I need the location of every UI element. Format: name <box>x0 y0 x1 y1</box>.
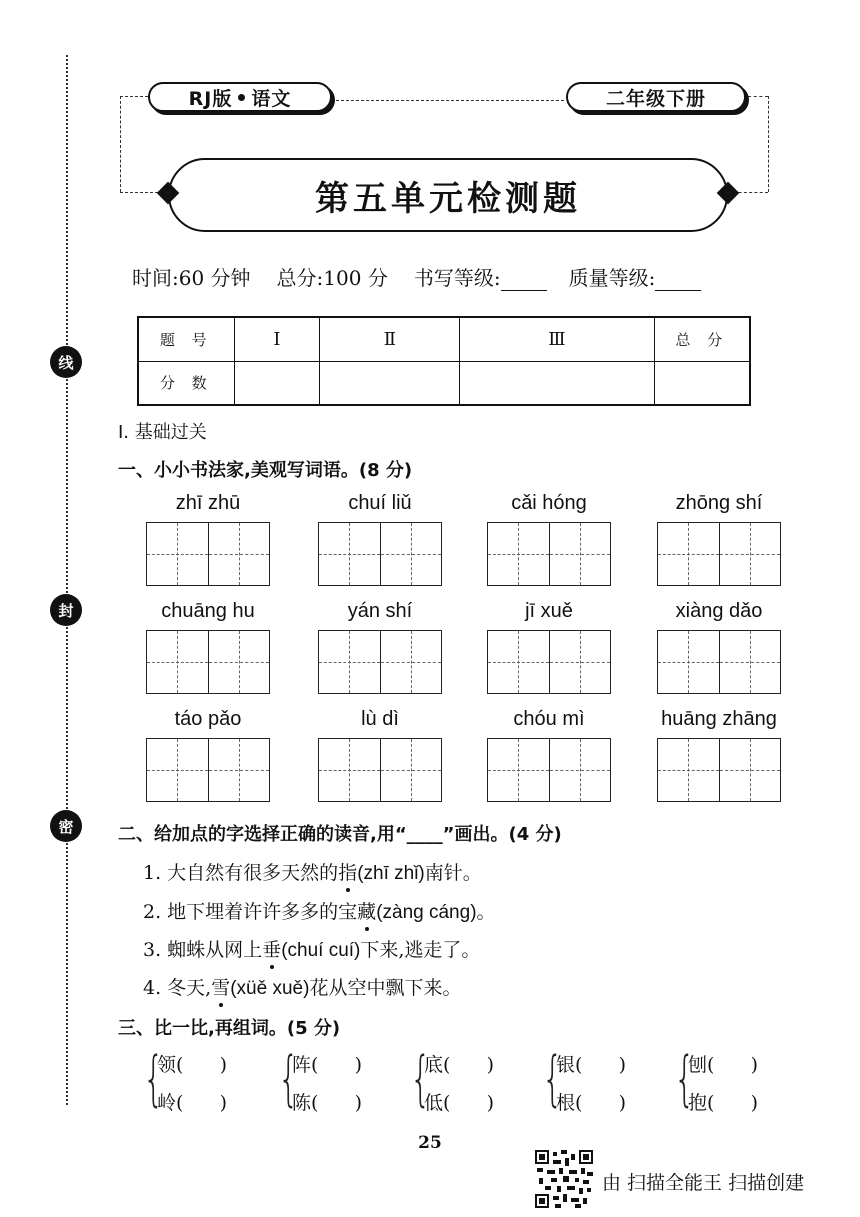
writing-grid[interactable] <box>657 522 781 586</box>
q2-item <box>143 897 496 924</box>
writing-grid[interactable] <box>487 630 611 694</box>
binding-mark-xian: 线 <box>50 346 82 378</box>
pair-bottom[interactable]: 低( ) <box>424 1092 495 1114</box>
question-1-title: 一、小小书法家,美观写词语。(8 分) <box>118 460 413 481</box>
word-grid <box>657 598 781 694</box>
q2-item-text: 花从空中飘下来。 <box>309 977 462 999</box>
q2-item <box>143 935 480 962</box>
connector-line <box>768 96 769 192</box>
pair-top[interactable]: 阵( ) <box>292 1054 363 1076</box>
writing-grid[interactable] <box>657 738 781 802</box>
word-pinyin: chuāng hu <box>161 600 255 622</box>
pair-bottom[interactable]: 陈( ) <box>292 1092 363 1114</box>
q2-item-text: 。 <box>476 901 496 923</box>
pinyin-options[interactable]: (chuí cuí) <box>281 940 361 961</box>
grade-label: 二年级下册 <box>605 87 706 110</box>
edition-label: RJ版 <box>188 87 233 110</box>
total-score-info: 总分:100 分 <box>276 266 388 290</box>
question-3-title: 三、比一比,再组词。(5 分) <box>118 1018 341 1039</box>
col-header: Ⅱ <box>320 317 460 361</box>
q2-item-text: 3. 蜘蛛从网上 <box>143 939 263 961</box>
word-grid <box>318 598 442 694</box>
brace-icon: { <box>143 1044 165 1114</box>
q2-item-text: 2. 地下埋着许许多多的宝 <box>143 901 358 923</box>
part-title: Ⅰ. 基础过关 <box>118 422 207 443</box>
exam-info <box>132 262 701 291</box>
word-grid <box>146 490 270 586</box>
table-row <box>138 317 750 361</box>
score-cell[interactable] <box>234 361 320 405</box>
quality-grade-label: 质量等级: <box>568 266 656 290</box>
q2-item-text: 4. 冬天, <box>143 977 212 999</box>
pair-bottom[interactable]: 岭( ) <box>157 1092 228 1114</box>
table-row <box>138 361 750 405</box>
pair-top[interactable]: 刨( ) <box>688 1054 759 1076</box>
grade-badge <box>566 82 746 112</box>
q2-item <box>143 858 482 885</box>
subject-label: 语文 <box>251 87 292 110</box>
word-pinyin: cǎi hóng <box>511 492 587 514</box>
score-cell[interactable] <box>320 361 460 405</box>
writing-grid[interactable] <box>318 738 442 802</box>
word-grid <box>487 490 611 586</box>
brace-icon: { <box>410 1044 432 1114</box>
connector-line <box>336 100 564 101</box>
word-grid <box>487 598 611 694</box>
quality-grade-blank[interactable] <box>655 271 701 291</box>
score-label: 分 数 <box>138 361 234 405</box>
writing-grade-blank[interactable] <box>501 271 547 291</box>
brace-icon: { <box>542 1044 564 1114</box>
writing-grid[interactable] <box>487 522 611 586</box>
time-info: 时间:60 分钟 <box>132 266 251 290</box>
word-pinyin: chuí liǔ <box>348 492 412 514</box>
writing-grade-label: 书写等级: <box>413 266 501 290</box>
page-title: 第五单元检测题 <box>315 178 581 219</box>
score-table <box>137 316 751 406</box>
writing-grid[interactable] <box>487 738 611 802</box>
score-cell[interactable] <box>460 361 654 405</box>
dotted-char: 垂 <box>262 935 281 962</box>
scanner-watermark: 由 扫描全能王 扫描创建 <box>602 1172 805 1194</box>
word-grid <box>146 598 270 694</box>
word-grid <box>318 490 442 586</box>
brace-icon: { <box>674 1044 696 1114</box>
word-grid <box>657 706 781 802</box>
pair-top[interactable]: 银( ) <box>556 1054 627 1076</box>
qr-code-icon <box>535 1150 593 1208</box>
dotted-char: 藏 <box>357 897 376 924</box>
pair-bottom[interactable]: 根( ) <box>556 1092 627 1114</box>
binding-mark-mi: 密 <box>50 810 82 842</box>
col-header: Ⅰ <box>234 317 320 361</box>
pair-bottom[interactable]: 抱( ) <box>688 1092 759 1114</box>
word-pinyin: xiàng dǎo <box>675 600 763 622</box>
separator-dot <box>238 94 245 101</box>
word-grid <box>487 706 611 802</box>
col-header: 总 分 <box>654 317 750 361</box>
word-pinyin: lù dì <box>361 708 399 730</box>
brace-icon: { <box>278 1044 300 1114</box>
pair-top[interactable]: 领( ) <box>157 1054 228 1076</box>
writing-grid[interactable] <box>318 522 442 586</box>
edition-badge <box>148 82 332 112</box>
writing-grid[interactable] <box>318 630 442 694</box>
score-cell[interactable] <box>654 361 750 405</box>
word-pinyin: zhōng shí <box>675 492 763 514</box>
q2-item <box>143 973 461 1000</box>
writing-grid[interactable] <box>146 522 270 586</box>
pinyin-options[interactable]: (zàng cáng) <box>376 902 477 923</box>
page-number: 25 <box>418 1133 442 1153</box>
word-grid <box>146 706 270 802</box>
question-number-label: 题 号 <box>138 317 234 361</box>
connector-line <box>120 96 148 97</box>
dotted-char: 指 <box>338 858 357 885</box>
q2-item-text: 下来,逃走了。 <box>360 939 481 961</box>
word-pinyin: zhī zhū <box>175 492 241 514</box>
word-pinyin: chóu mì <box>513 708 585 730</box>
word-pinyin: táo pǎo <box>174 708 242 730</box>
q2-item-text: 1. 大自然有很多天然的 <box>143 862 339 884</box>
dotted-char: 雪 <box>211 973 230 1000</box>
writing-grid[interactable] <box>657 630 781 694</box>
word-pinyin: yán shí <box>347 600 413 622</box>
pinyin-options[interactable]: (zhī zhǐ) <box>357 863 425 884</box>
pair-top[interactable]: 底( ) <box>424 1054 495 1076</box>
word-grid <box>318 706 442 802</box>
word-pinyin: huāng zhāng <box>661 708 777 730</box>
writing-grid[interactable] <box>146 738 270 802</box>
writing-grid[interactable] <box>146 630 270 694</box>
word-grid <box>657 490 781 586</box>
binding-line <box>66 55 68 1105</box>
col-header: Ⅲ <box>460 317 654 361</box>
connector-line <box>748 96 768 97</box>
binding-mark-feng: 封 <box>50 594 82 626</box>
question-2-title: 二、给加点的字选择正确的读音,用“____”画出。(4 分) <box>118 824 562 845</box>
word-pinyin: jī xuě <box>525 600 573 622</box>
pinyin-options[interactable]: (xüě xuě) <box>230 978 310 999</box>
q2-item-text: 南针。 <box>424 862 482 884</box>
connector-line <box>120 96 121 192</box>
